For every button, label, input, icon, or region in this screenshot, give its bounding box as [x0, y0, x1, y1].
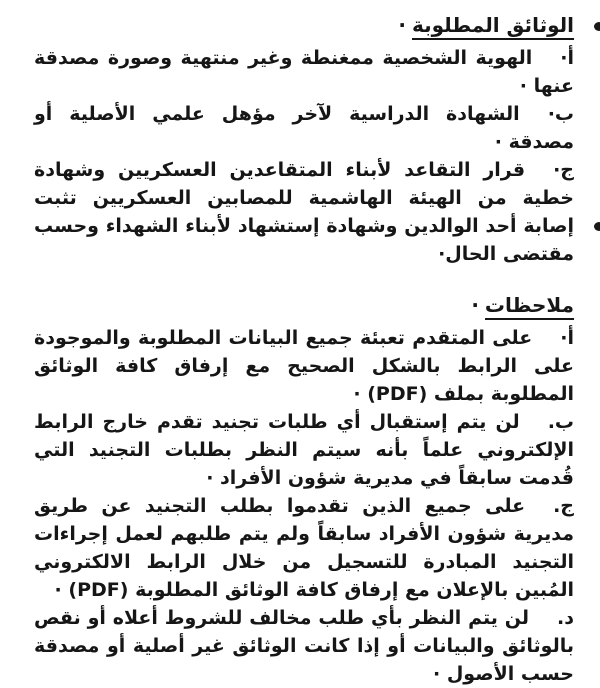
item-marker: أ· — [560, 327, 574, 349]
item-marker: ب· — [547, 103, 574, 125]
item-marker: أ· — [560, 47, 574, 69]
item-text: قرار التقاعد لأبناء المتقاعدين العسكريين وشهادة خطية من الهيئة الهاشمية للمصابين العسكريين تثبت إصابة أحد الوالدين وشهادة إستشهاد لأبناء الشهداء وحسب مقتضى الحال· — [34, 159, 574, 265]
item-text: على المتقدم تعبئة جميع البيانات المطلوبة والموجودة على الرابط بالشكل الصحيح مع إرفاق كافة الوثائق المطلوبة بملف (PDF) · — [34, 327, 574, 405]
section-notes — [34, 292, 574, 688]
item-text: على جميع الذين تقدموا بطلب التجنيد عن طريق مديرية شؤون الأفراد سابقاً ولم يتم طلبهم لعمل إجراءات التجنيد المبادرة للتسجيل من خلال الرابط الالكتروني المُبين بالإعلان مع إرفاق كافة الوثائق المطلوبة (PDF) · — [34, 495, 574, 601]
item-text: الهوية الشخصية ممغنطة وغير منتهية وصورة مصدقة عنها · — [34, 47, 574, 97]
list-item-a — [34, 44, 574, 100]
list-item-c — [34, 492, 574, 604]
item-text: لن يتم إستقبال أي طلبات تجنيد تقدم خارج الرابط الإلكتروني علماً بأنه سيتم النظر بطلبات التجنيد التي قُدمت سابقاً في مديرية شؤون الأفراد · — [34, 411, 574, 489]
list-item-a — [34, 324, 574, 408]
item-marker: ج· — [553, 159, 574, 181]
section-required-documents — [34, 12, 574, 268]
clipped-bullet-icon — [594, 222, 600, 231]
item-text: لن يتم النظر بأي طلب مخالف للشروط أعلاه أو نقص بالوثائق والبيانات أو إذا كانت الوثائق غير أصلية أو مصدقة حسب الأصول · — [34, 607, 574, 685]
item-marker: ج. — [553, 495, 574, 517]
item-text: الشهادة الدراسية لآخر مؤهل علمي الأصلية أو مصدقة · — [34, 103, 574, 153]
heading-text: ملاحظات — [485, 293, 574, 320]
heading-terminator-dot: · — [471, 293, 479, 317]
clipped-bullet-icon — [594, 22, 600, 31]
list-item-c — [34, 156, 574, 268]
item-marker: د. — [557, 607, 574, 629]
section-heading — [34, 12, 574, 39]
section-heading — [34, 292, 574, 319]
item-marker: ب. — [547, 411, 574, 433]
heading-text: الوثائق المطلوبة — [412, 13, 574, 40]
list-item-b — [34, 408, 574, 492]
list-item-b — [34, 100, 574, 156]
heading-terminator-dot: · — [398, 13, 406, 37]
list-item-d — [34, 604, 574, 688]
